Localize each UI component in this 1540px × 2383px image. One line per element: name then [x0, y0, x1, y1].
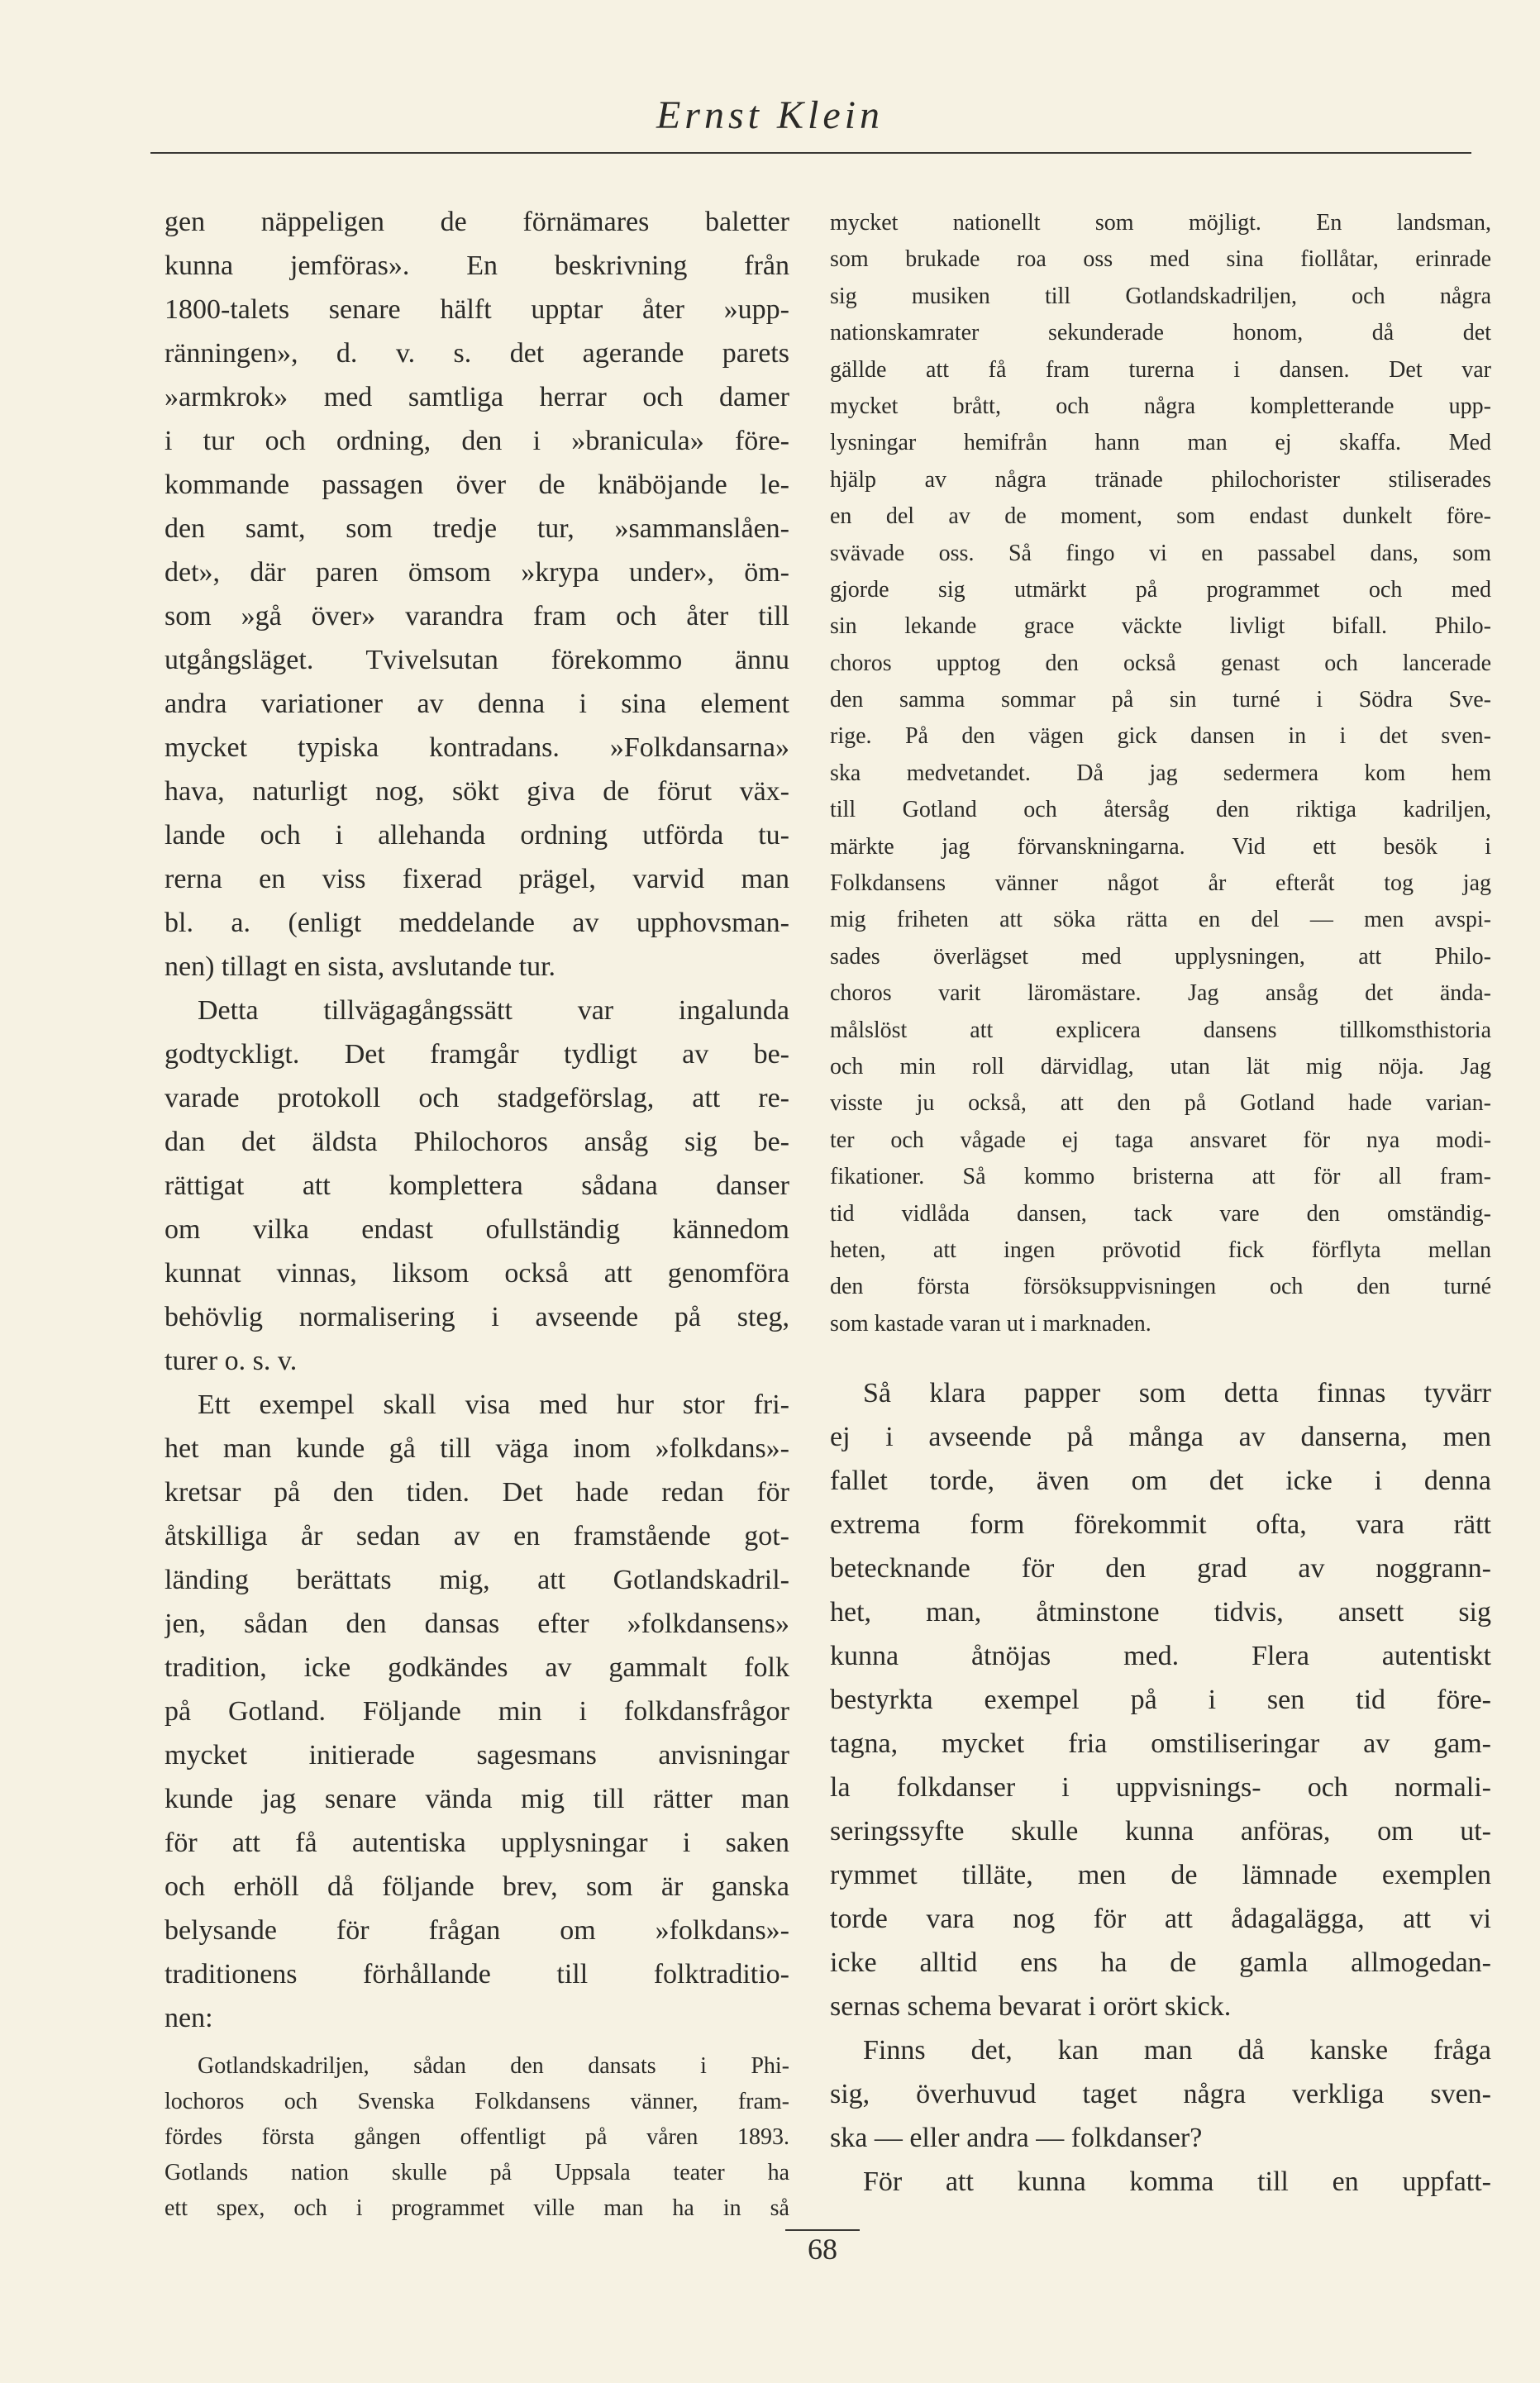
text-line: tid vidlåda dansen, tack vare den omständig-: [830, 1200, 1491, 1227]
text-line: extrema form förekommit ofta, vara rätt: [830, 1509, 1491, 1540]
text-line: sades överlägset med upplysningen, att Philo-: [830, 943, 1491, 970]
text-line: fallet torde, även om det icke i denna: [830, 1466, 1491, 1496]
text-line: för att få autentiska upplysningar i saken: [164, 1828, 789, 1858]
text-line: kunna jemföras». En beskrivning från: [164, 250, 789, 281]
text-line: gjorde sig utmärkt på programmet och med: [830, 576, 1491, 603]
running-header: Ernst Klein: [656, 93, 884, 137]
text-line: la folkdanser i uppvisnings- och normali-: [830, 1772, 1491, 1803]
text-line: ska — eller andra — folkdanser?: [830, 2123, 1203, 2153]
text-line: en del av de moment, som endast dunkelt före-: [830, 503, 1491, 530]
text-line: rättigat att komplettera sådana danser: [164, 1170, 789, 1201]
text-line: Detta tillvägagångssätt var ingalunda: [198, 995, 789, 1026]
text-line: i tur och ordning, den i »branicula» före-: [164, 426, 789, 456]
text-line: »armkrok» med samtliga herrar och damer: [164, 382, 789, 412]
text-line: För att kunna komma till en uppfatt-: [863, 2166, 1491, 2197]
text-line: kretsar på den tiden. Det hade redan för: [164, 1477, 789, 1508]
text-line: nen:: [164, 2003, 213, 2033]
text-line: tradition, icke godkändes av gammalt folk: [164, 1652, 789, 1683]
page-number: 68: [808, 2233, 837, 2266]
text-line: bl. a. (enligt meddelande av upphovsman-: [164, 908, 789, 938]
text-line: den första försöksuppvisningen och den turné: [830, 1274, 1491, 1300]
text-line: andra variationer av denna i sina element: [164, 689, 789, 719]
text-line: och erhöll då följande brev, som är ganska: [164, 1871, 789, 1902]
text-line: det», där paren ömsom »krypa under», öm-: [164, 557, 789, 588]
text-line: som brukade roa oss med sina fiollåtar, erinrade: [830, 246, 1491, 273]
text-line: gällde att få fram turerna i dansen. Det var: [830, 356, 1491, 383]
text-line: rige. På den vägen gick dansen in i det sven-: [830, 723, 1491, 750]
text-line: ska medvetandet. Då jag sedermera kom hem: [830, 760, 1491, 786]
text-line: märkte jag förvanskningarna. Vid ett besök i: [830, 833, 1491, 860]
text-line: hjälp av några tränade philochorister stiliserades: [830, 466, 1491, 493]
text-line: lysningar hemifrån hann man ej skaffa. Med: [830, 430, 1491, 456]
text-line: dan det äldsta Philochoros ansåg sig be-: [164, 1127, 789, 1157]
text-line: turer o. s. v.: [164, 1346, 298, 1376]
text-line: ej i avseende på många av danserna, men: [830, 1422, 1491, 1452]
header-rule: [150, 152, 1471, 154]
text-line: åtskilliga år sedan av en framstående got-: [164, 1521, 789, 1551]
text-line: bestyrkta exempel på i sen tid före-: [830, 1685, 1491, 1715]
text-line: lande och i allehanda ordning utförda tu-: [164, 820, 789, 851]
text-line: den samt, som tredje tur, »sammanslåen-: [164, 513, 789, 544]
text-line: seringssyfte skulle kunna anföras, om ut-: [830, 1816, 1491, 1847]
text-line: mycket brått, och några kompletterande upp-: [830, 393, 1491, 419]
text-line: choros varit läromästare. Jag ansåg det ända-: [830, 980, 1491, 1007]
text-line: till Gotland och återsåg den riktiga kadriljen,: [830, 797, 1491, 823]
text-line: sig musiken till Gotlandskadriljen, och några: [830, 283, 1491, 309]
text-line: fördes första gången offentligt på våren 1893.: [164, 2124, 789, 2150]
text-line: jen, sådan den dansas efter »folkdansens»: [164, 1609, 789, 1639]
text-line: kunnat vinnas, liksom också att genomföra: [164, 1258, 789, 1289]
text-line: rerna en viss fixerad prägel, varvid man: [164, 864, 789, 894]
text-line: den samma sommar på sin turné i Södra Sve-: [830, 687, 1491, 713]
right-column-quoted-letter: [830, 205, 1491, 1342]
text-line: betecknande för den grad av noggrann-: [830, 1553, 1491, 1584]
text-line: svävade oss. Så fingo vi en passabel dans, som: [830, 540, 1491, 566]
text-line: sernas schema bevarat i orört skick.: [830, 1991, 1232, 2022]
text-line: på Gotland. Följande min i folkdansfrågor: [164, 1696, 789, 1727]
text-line: Så klara papper som detta finnas tyvärr: [863, 1378, 1491, 1408]
text-line: rymmet tilläte, men de lämnade exemplen: [830, 1860, 1491, 1890]
text-line: traditionens förhållande till folktraditio-: [164, 1959, 789, 1990]
text-line: målslöst att explicera dansens tillkomsthistoria: [830, 1017, 1491, 1043]
text-line: sig, överhuvud taget några verkliga sven-: [830, 2079, 1491, 2109]
left-column-quoted-letter: [164, 2048, 789, 2226]
text-line: som »gå över» varandra fram och åter till: [164, 601, 789, 631]
text-line: lochoros och Svenska Folkdansens vänner, fram-: [164, 2089, 789, 2114]
text-line: länding berättats mig, att Gotlandskadril-: [164, 1565, 789, 1595]
text-line: kommande passagen över de knäböjande le-: [164, 469, 789, 500]
text-line: ter och vågade ej taga ansvaret för nya modi-: [830, 1127, 1491, 1153]
text-line: Gotlands nation skulle på Uppsala teater ha: [164, 2160, 789, 2185]
text-line: nationskamrater sekunderade honom, då det: [830, 320, 1491, 346]
text-line: hava, naturligt nog, sökt giva de förut väx-: [164, 776, 789, 807]
text-line: visste ju också, att den på Gotland hade varian-: [830, 1090, 1491, 1117]
text-line: mycket typiska kontradans. »Folkdansarna»: [164, 732, 789, 763]
text-line: sin lekande grace väckte livligt bifall. Philo-: [830, 613, 1491, 640]
text-line: och min roll därvidlag, utan lät mig nöja. Jag: [830, 1053, 1491, 1079]
text-line: ett spex, och i programmet ville man ha in så: [164, 2195, 789, 2221]
text-line: kunna åtnöjas med. Flera autentiskt: [830, 1641, 1491, 1671]
text-line: heten, att ingen prövotid fick förflyta mellan: [830, 1237, 1491, 1263]
text-line: het, man, åtminstone tidvis, ansett sig: [830, 1597, 1491, 1628]
page-number-rule: [785, 2229, 860, 2231]
text-line: icke alltid ens ha de gamla allmogedan-: [830, 1947, 1491, 1978]
text-line: torde vara nog för att ådagalägga, att vi: [830, 1904, 1491, 1934]
text-line: nen) tillagt en sista, avslutande tur.: [164, 951, 556, 982]
text-line: ränningen», d. v. s. det agerande parets: [164, 338, 789, 369]
text-line: 1800-talets senare hälft upptar åter »upp-: [164, 294, 789, 325]
text-line: gen näppeligen de förnämares baletter: [164, 207, 789, 237]
left-column-main-text: [164, 200, 789, 2040]
right-column-main-text: [830, 1371, 1491, 2204]
text-line: behövlig normalisering i avseende på steg,: [164, 1302, 789, 1332]
text-line: het man kunde gå till väga inom »folkdans»-: [164, 1433, 789, 1464]
text-line: belysande för frågan om »folkdans»-: [164, 1915, 789, 1946]
text-line: Gotlandskadriljen, sådan den dansats i Phi-: [198, 2053, 789, 2079]
text-line: varade protokoll och stadgeförslag, att re-: [164, 1083, 789, 1113]
text-line: tagna, mycket fria omstiliseringar av gam-: [830, 1728, 1491, 1759]
text-line: utgångsläget. Tvivelsutan förekommo ännu: [164, 645, 789, 675]
text-line: mycket initierade sagesmans anvisningar: [164, 1740, 789, 1771]
text-line: fikationer. Så kommo bristerna att för all fram-: [830, 1164, 1491, 1190]
text-line: Finns det, kan man då kanske fråga: [863, 2035, 1491, 2066]
text-line: godtyckligt. Det framgår tydligt av be-: [164, 1039, 789, 1070]
text-line: som kastade varan ut i marknaden.: [830, 1310, 1151, 1337]
text-line: choros upptog den också genast och lancerade: [830, 650, 1491, 676]
text-line: kunde jag senare vända mig till rätter man: [164, 1784, 789, 1814]
text-line: Folkdansens vänner något år efteråt tog jag: [830, 870, 1491, 897]
text-line: mycket nationellt som möjligt. En landsman,: [830, 210, 1491, 236]
text-line: mig friheten att söka rätta en del — men avspi-: [830, 907, 1491, 933]
text-line: Ett exempel skall visa med hur stor fri-: [198, 1389, 789, 1420]
text-line: om vilka endast ofullständig kännedom: [164, 1214, 789, 1245]
